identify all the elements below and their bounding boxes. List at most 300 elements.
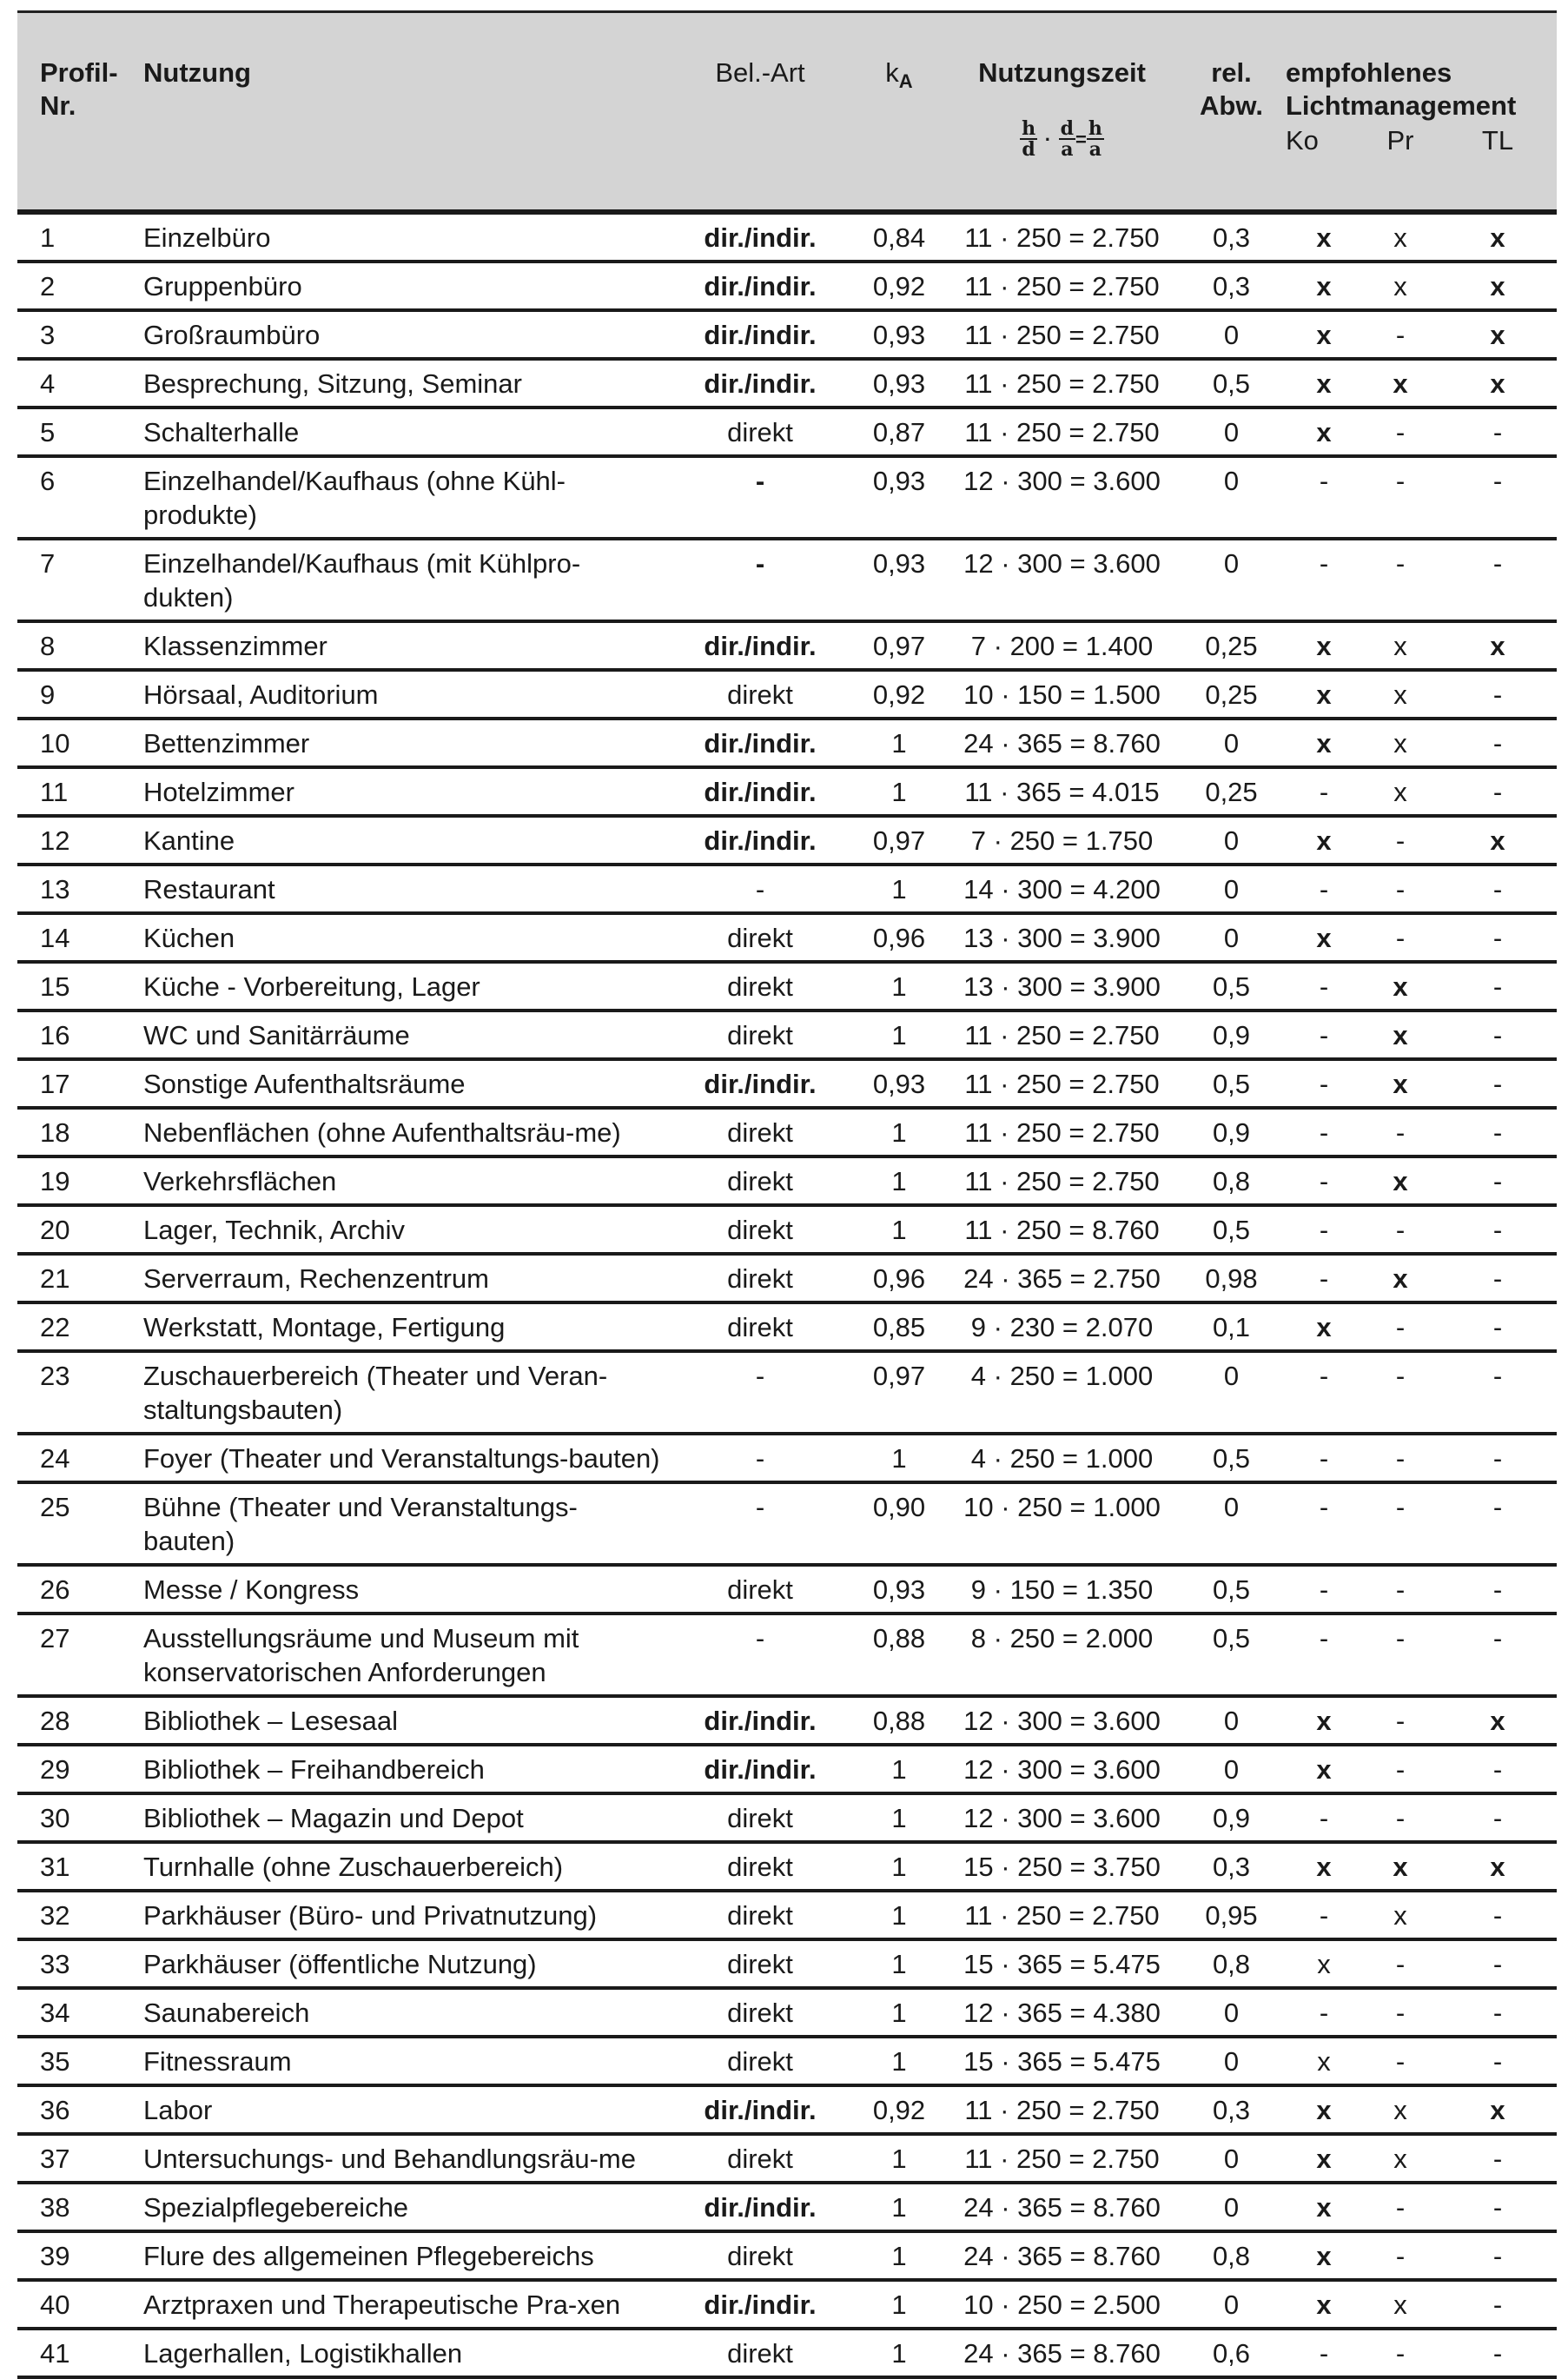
nutzung-cell: Einzelbüro bbox=[143, 212, 669, 262]
nutzungszeit-cell: 14 · 300 = 4.200 bbox=[947, 865, 1177, 913]
pr-cell: - bbox=[1362, 2183, 1439, 2231]
ko-cell: - bbox=[1286, 1482, 1362, 1565]
nutzung-cell: WC und Sanitärräume bbox=[143, 1011, 669, 1059]
nutzung-cell: Arztpraxen und Therapeutische Pra-xen bbox=[143, 2280, 669, 2329]
profil-nr-cell: 14 bbox=[17, 913, 143, 962]
ka-cell: 0,93 bbox=[851, 1565, 947, 1614]
bel-art-cell: dir./indir. bbox=[669, 212, 851, 262]
ka-cell: 1 bbox=[851, 1205, 947, 1254]
table-row bbox=[17, 1988, 1557, 2037]
rel-abw-cell: 0,3 bbox=[1177, 262, 1286, 310]
formula-h-over-a bbox=[1087, 119, 1104, 159]
rel-abw-cell: 0,5 bbox=[1177, 1565, 1286, 1614]
nutzungszeit-cell: 9 · 150 = 1.350 bbox=[947, 1565, 1177, 1614]
nutzungszeit-cell: 11 · 250 = 2.750 bbox=[947, 1891, 1177, 1939]
nutzung-cell: Schalterhalle bbox=[143, 408, 669, 456]
table-row bbox=[17, 962, 1557, 1011]
pr-cell: x bbox=[1362, 719, 1439, 767]
table-row bbox=[17, 2037, 1557, 2085]
table-row bbox=[17, 1793, 1557, 1842]
bel-art-cell: dir./indir. bbox=[669, 1059, 851, 1108]
header-licht-line2: Lichtmanagement bbox=[1286, 90, 1517, 121]
header-pr: Pr bbox=[1386, 125, 1414, 156]
ka-cell: 0,85 bbox=[851, 1302, 947, 1351]
profil-nr-cell: 7 bbox=[17, 539, 143, 621]
bel-art-cell: direkt bbox=[669, 1939, 851, 1988]
profil-nr-cell: 4 bbox=[17, 359, 143, 408]
tl-cell: x bbox=[1439, 359, 1557, 408]
bel-art-cell: direkt bbox=[669, 1302, 851, 1351]
ka-cell: 0,87 bbox=[851, 408, 947, 456]
bel-art-cell: direkt bbox=[669, 2134, 851, 2183]
ko-cell: - bbox=[1286, 865, 1362, 913]
table-row bbox=[17, 1059, 1557, 1108]
nutzungszeit-cell: 11 · 250 = 8.760 bbox=[947, 1205, 1177, 1254]
nutzungszeit-cell: 12 · 300 = 3.600 bbox=[947, 1696, 1177, 1745]
header-ko: Ko bbox=[1286, 125, 1319, 156]
tl-cell: - bbox=[1439, 2183, 1557, 2231]
table-row bbox=[17, 865, 1557, 913]
tl-cell: - bbox=[1439, 670, 1557, 719]
nutzungszeit-cell: 4 · 250 = 1.000 bbox=[947, 1351, 1177, 1434]
nutzungszeit-cell: 13 · 300 = 3.900 bbox=[947, 962, 1177, 1011]
ko-cell: x bbox=[1286, 913, 1362, 962]
header-rel-line2: Abw. bbox=[1200, 90, 1263, 121]
tl-cell: - bbox=[1439, 1011, 1557, 1059]
pr-cell: x bbox=[1362, 1156, 1439, 1205]
ko-cell: - bbox=[1286, 1614, 1362, 1696]
ka-cell: 0,97 bbox=[851, 816, 947, 865]
header-nutzung bbox=[143, 13, 669, 212]
tl-cell: x bbox=[1439, 621, 1557, 670]
nutzung-cell: Foyer (Theater und Veranstaltungs-bauten) bbox=[143, 1434, 669, 1482]
nutzungszeit-cell: 15 · 250 = 3.750 bbox=[947, 1842, 1177, 1891]
tl-cell: - bbox=[1439, 456, 1557, 539]
pr-cell: - bbox=[1362, 1745, 1439, 1793]
tl-cell: - bbox=[1439, 719, 1557, 767]
usage-profile-table bbox=[17, 13, 1557, 2379]
ka-cell: 0,93 bbox=[851, 359, 947, 408]
ka-cell: 1 bbox=[851, 1939, 947, 1988]
ka-cell: 0,88 bbox=[851, 1696, 947, 1745]
bel-art-cell: dir./indir. bbox=[669, 719, 851, 767]
pr-cell: - bbox=[1362, 865, 1439, 913]
table-row bbox=[17, 1302, 1557, 1351]
nutzung-cell: Messe / Kongress bbox=[143, 1565, 669, 1614]
nutzung-cell: Klassenzimmer bbox=[143, 621, 669, 670]
tl-cell: - bbox=[1439, 1254, 1557, 1302]
ko-cell: x bbox=[1286, 1842, 1362, 1891]
rel-abw-cell: 0,8 bbox=[1177, 2231, 1286, 2280]
ko-cell: - bbox=[1286, 1156, 1362, 1205]
pr-cell: x bbox=[1362, 1254, 1439, 1302]
ko-cell: x bbox=[1286, 408, 1362, 456]
bel-art-cell: direkt bbox=[669, 1565, 851, 1614]
ka-cell: 1 bbox=[851, 1745, 947, 1793]
ko-cell: x bbox=[1286, 621, 1362, 670]
bel-art-cell: direkt bbox=[669, 2231, 851, 2280]
nutzung-cell: Küchen bbox=[143, 913, 669, 962]
nutzung-cell: Bühne (Theater und Veranstaltungs-bauten) bbox=[143, 1482, 669, 1565]
header-ka-sub: A bbox=[898, 70, 913, 93]
table-row bbox=[17, 1939, 1557, 1988]
tl-cell: - bbox=[1439, 2280, 1557, 2329]
profil-nr-cell: 3 bbox=[17, 310, 143, 359]
rel-abw-cell: 0,25 bbox=[1177, 621, 1286, 670]
ka-cell: 1 bbox=[851, 1842, 947, 1891]
profil-nr-cell: 38 bbox=[17, 2183, 143, 2231]
ko-cell: - bbox=[1286, 1988, 1362, 2037]
ka-cell: 1 bbox=[851, 719, 947, 767]
ka-cell: 1 bbox=[851, 1793, 947, 1842]
profil-nr-cell: 32 bbox=[17, 1891, 143, 1939]
nutzung-cell: Bibliothek – Freihandbereich bbox=[143, 1745, 669, 1793]
table-row bbox=[17, 1254, 1557, 1302]
rel-abw-cell: 0 bbox=[1177, 2280, 1286, 2329]
formula-dot: · bbox=[1044, 129, 1052, 151]
nutzungszeit-cell: 11 · 250 = 2.750 bbox=[947, 262, 1177, 310]
ka-cell: 1 bbox=[851, 1891, 947, 1939]
nutzungszeit-cell: 24 · 365 = 2.750 bbox=[947, 1254, 1177, 1302]
ko-cell: x bbox=[1286, 2280, 1362, 2329]
rel-abw-cell: 0,5 bbox=[1177, 359, 1286, 408]
profil-nr-cell: 16 bbox=[17, 1011, 143, 1059]
table-body bbox=[17, 212, 1557, 2377]
tl-cell: - bbox=[1439, 1059, 1557, 1108]
table-row bbox=[17, 310, 1557, 359]
tl-cell: x bbox=[1439, 310, 1557, 359]
rel-abw-cell: 0 bbox=[1177, 913, 1286, 962]
formula-d2: d bbox=[1060, 117, 1075, 140]
header-licht-subcols bbox=[1286, 124, 1557, 157]
ko-cell: - bbox=[1286, 1891, 1362, 1939]
table-row bbox=[17, 1482, 1557, 1565]
nutzung-cell: Parkhäuser (Büro- und Privatnutzung) bbox=[143, 1891, 669, 1939]
rel-abw-cell: 0 bbox=[1177, 719, 1286, 767]
nutzung-cell: Untersuchungs- und Behandlungsräu-me bbox=[143, 2134, 669, 2183]
tl-cell: - bbox=[1439, 1434, 1557, 1482]
profil-nr-cell: 13 bbox=[17, 865, 143, 913]
nutzung-cell: Küche - Vorbereitung, Lager bbox=[143, 962, 669, 1011]
rel-abw-cell: 0,98 bbox=[1177, 1254, 1286, 1302]
nutzung-cell: Hörsaal, Auditorium bbox=[143, 670, 669, 719]
ka-cell: 1 bbox=[851, 1988, 947, 2037]
profil-nr-cell: 19 bbox=[17, 1156, 143, 1205]
ko-cell: x bbox=[1286, 2134, 1362, 2183]
pr-cell: - bbox=[1362, 1351, 1439, 1434]
ka-cell: 1 bbox=[851, 962, 947, 1011]
profil-nr-cell: 29 bbox=[17, 1745, 143, 1793]
ko-cell: - bbox=[1286, 1059, 1362, 1108]
pr-cell: - bbox=[1362, 1793, 1439, 1842]
ka-cell: 1 bbox=[851, 2329, 947, 2377]
table-row bbox=[17, 1011, 1557, 1059]
tl-cell: - bbox=[1439, 1108, 1557, 1156]
table-row bbox=[17, 1351, 1557, 1434]
table-row bbox=[17, 2231, 1557, 2280]
bel-art-cell: - bbox=[669, 1351, 851, 1434]
rel-abw-cell: 0 bbox=[1177, 1482, 1286, 1565]
nutzungszeit-cell: 11 · 250 = 2.750 bbox=[947, 1059, 1177, 1108]
rel-abw-cell: 0 bbox=[1177, 310, 1286, 359]
pr-cell: x bbox=[1362, 1842, 1439, 1891]
rel-abw-cell: 0 bbox=[1177, 865, 1286, 913]
bel-art-cell: direkt bbox=[669, 2329, 851, 2377]
bel-art-cell: direkt bbox=[669, 1156, 851, 1205]
pr-cell: - bbox=[1362, 539, 1439, 621]
header-bel-art bbox=[669, 13, 851, 212]
nutzungszeit-cell: 11 · 250 = 2.750 bbox=[947, 1108, 1177, 1156]
nutzung-cell: Großraumbüro bbox=[143, 310, 669, 359]
header-nutzungszeit-label: Nutzungszeit bbox=[978, 57, 1146, 88]
nutzungszeit-cell: 9 · 230 = 2.070 bbox=[947, 1302, 1177, 1351]
nutzung-cell: Bibliothek – Magazin und Depot bbox=[143, 1793, 669, 1842]
bel-art-cell: - bbox=[669, 1482, 851, 1565]
ka-cell: 0,97 bbox=[851, 1351, 947, 1434]
tl-cell: - bbox=[1439, 2231, 1557, 2280]
ko-cell: - bbox=[1286, 962, 1362, 1011]
profil-nr-cell: 20 bbox=[17, 1205, 143, 1254]
nutzung-cell: Verkehrsflächen bbox=[143, 1156, 669, 1205]
pr-cell: - bbox=[1362, 2329, 1439, 2377]
profil-nr-cell: 2 bbox=[17, 262, 143, 310]
ko-cell: x bbox=[1286, 359, 1362, 408]
bel-art-cell: dir./indir. bbox=[669, 1745, 851, 1793]
pr-cell: x bbox=[1362, 767, 1439, 816]
nutzungszeit-cell: 15 · 365 = 5.475 bbox=[947, 1939, 1177, 1988]
table-row bbox=[17, 913, 1557, 962]
profil-nr-cell: 1 bbox=[17, 212, 143, 262]
rel-abw-cell: 0 bbox=[1177, 1745, 1286, 1793]
pr-cell: - bbox=[1362, 913, 1439, 962]
table-row bbox=[17, 670, 1557, 719]
nutzungszeit-cell: 10 · 150 = 1.500 bbox=[947, 670, 1177, 719]
rel-abw-cell: 0,5 bbox=[1177, 1434, 1286, 1482]
tl-cell: - bbox=[1439, 2037, 1557, 2085]
nutzung-cell: Labor bbox=[143, 2085, 669, 2134]
bel-art-cell: - bbox=[669, 539, 851, 621]
rel-abw-cell: 0,6 bbox=[1177, 2329, 1286, 2377]
bel-art-cell: - bbox=[669, 865, 851, 913]
ko-cell: - bbox=[1286, 456, 1362, 539]
header-bel-art-label: Bel.-Art bbox=[715, 57, 805, 88]
nutzungszeit-cell: 12 · 365 = 4.380 bbox=[947, 1988, 1177, 2037]
pr-cell: x bbox=[1362, 262, 1439, 310]
nutzungszeit-cell: 11 · 250 = 2.750 bbox=[947, 1156, 1177, 1205]
pr-cell: - bbox=[1362, 1614, 1439, 1696]
bel-art-cell: - bbox=[669, 1434, 851, 1482]
ko-cell: x bbox=[1286, 816, 1362, 865]
nutzungszeit-cell: 12 · 300 = 3.600 bbox=[947, 1745, 1177, 1793]
rel-abw-cell: 0 bbox=[1177, 816, 1286, 865]
bel-art-cell: dir./indir. bbox=[669, 1696, 851, 1745]
pr-cell: - bbox=[1362, 408, 1439, 456]
ko-cell: x bbox=[1286, 212, 1362, 262]
table-header bbox=[17, 13, 1557, 212]
nutzung-cell: Ausstellungsräume und Museum mit konservatorischen Anforderungen bbox=[143, 1614, 669, 1696]
ka-cell: 1 bbox=[851, 767, 947, 816]
pr-cell: x bbox=[1362, 2134, 1439, 2183]
profil-nr-cell: 31 bbox=[17, 1842, 143, 1891]
table-row bbox=[17, 2280, 1557, 2329]
pr-cell: - bbox=[1362, 1434, 1439, 1482]
nutzung-cell: Kantine bbox=[143, 816, 669, 865]
tl-cell: x bbox=[1439, 816, 1557, 865]
rel-abw-cell: 0,95 bbox=[1177, 1891, 1286, 1939]
tl-cell: x bbox=[1439, 1842, 1557, 1891]
rel-abw-cell: 0,3 bbox=[1177, 1842, 1286, 1891]
ko-cell: x bbox=[1286, 2037, 1362, 2085]
pr-cell: x bbox=[1362, 1891, 1439, 1939]
table-row bbox=[17, 767, 1557, 816]
nutzung-cell: Bibliothek – Lesesaal bbox=[143, 1696, 669, 1745]
pr-cell: - bbox=[1362, 1205, 1439, 1254]
nutzung-cell: Gruppenbüro bbox=[143, 262, 669, 310]
bel-art-cell: - bbox=[669, 456, 851, 539]
table-row bbox=[17, 1156, 1557, 1205]
tl-cell: x bbox=[1439, 212, 1557, 262]
ko-cell: - bbox=[1286, 1434, 1362, 1482]
rel-abw-cell: 0 bbox=[1177, 456, 1286, 539]
bel-art-cell: dir./indir. bbox=[669, 2183, 851, 2231]
rel-abw-cell: 0,5 bbox=[1177, 962, 1286, 1011]
table-row bbox=[17, 816, 1557, 865]
bel-art-cell: dir./indir. bbox=[669, 2280, 851, 2329]
pr-cell: x bbox=[1362, 962, 1439, 1011]
profil-nr-cell: 39 bbox=[17, 2231, 143, 2280]
ka-cell: 0,97 bbox=[851, 621, 947, 670]
profil-nr-cell: 9 bbox=[17, 670, 143, 719]
ko-cell: - bbox=[1286, 1793, 1362, 1842]
header-ka-main: k bbox=[885, 57, 899, 88]
ko-cell: - bbox=[1286, 1011, 1362, 1059]
bel-art-cell: dir./indir. bbox=[669, 816, 851, 865]
ka-cell: 1 bbox=[851, 865, 947, 913]
table-row bbox=[17, 2085, 1557, 2134]
tl-cell: - bbox=[1439, 1745, 1557, 1793]
rel-abw-cell: 0 bbox=[1177, 408, 1286, 456]
pr-cell: - bbox=[1362, 2231, 1439, 2280]
pr-cell: - bbox=[1362, 1696, 1439, 1745]
nutzung-cell: Zuschauerbereich (Theater und Veran-staltungsbauten) bbox=[143, 1351, 669, 1434]
ka-cell: 1 bbox=[851, 1434, 947, 1482]
table-row bbox=[17, 456, 1557, 539]
table-row bbox=[17, 1696, 1557, 1745]
pr-cell: - bbox=[1362, 2037, 1439, 2085]
table-row bbox=[17, 719, 1557, 767]
pr-cell: - bbox=[1362, 456, 1439, 539]
nutzungszeit-cell: 11 · 250 = 2.750 bbox=[947, 310, 1177, 359]
nutzung-cell: Besprechung, Sitzung, Seminar bbox=[143, 359, 669, 408]
header-lichtmanagement bbox=[1286, 13, 1557, 212]
tl-cell: x bbox=[1439, 1696, 1557, 1745]
tl-cell: - bbox=[1439, 1482, 1557, 1565]
tl-cell: - bbox=[1439, 1565, 1557, 1614]
nutzungszeit-cell: 4 · 250 = 1.000 bbox=[947, 1434, 1177, 1482]
rel-abw-cell: 0 bbox=[1177, 2037, 1286, 2085]
rel-abw-cell: 0,5 bbox=[1177, 1205, 1286, 1254]
nutzung-cell: Serverraum, Rechenzentrum bbox=[143, 1254, 669, 1302]
ka-cell: 0,92 bbox=[851, 670, 947, 719]
nutzungszeit-cell: 10 · 250 = 2.500 bbox=[947, 2280, 1177, 2329]
header-profil-nr bbox=[17, 13, 143, 212]
ka-cell: 1 bbox=[851, 2134, 947, 2183]
header-formula bbox=[947, 119, 1177, 159]
pr-cell: - bbox=[1362, 816, 1439, 865]
nutzungszeit-cell: 11 · 250 = 2.750 bbox=[947, 408, 1177, 456]
tl-cell: - bbox=[1439, 1793, 1557, 1842]
header-tl: TL bbox=[1481, 125, 1514, 156]
profil-nr-cell: 33 bbox=[17, 1939, 143, 1988]
tl-cell: - bbox=[1439, 408, 1557, 456]
header-profil-line2: Nr. bbox=[40, 90, 76, 121]
header-nutzungszeit bbox=[947, 13, 1177, 212]
table-row bbox=[17, 1842, 1557, 1891]
rel-abw-cell: 0,1 bbox=[1177, 1302, 1286, 1351]
profil-nr-cell: 10 bbox=[17, 719, 143, 767]
profil-nr-cell: 8 bbox=[17, 621, 143, 670]
table-row bbox=[17, 359, 1557, 408]
ko-cell: x bbox=[1286, 1696, 1362, 1745]
nutzungszeit-cell: 11 · 365 = 4.015 bbox=[947, 767, 1177, 816]
profil-nr-cell: 35 bbox=[17, 2037, 143, 2085]
table-container bbox=[17, 10, 1557, 2379]
ko-cell: x bbox=[1286, 1939, 1362, 1988]
nutzung-cell: Spezialpflegebereiche bbox=[143, 2183, 669, 2231]
bel-art-cell: - bbox=[669, 1614, 851, 1696]
rel-abw-cell: 0,5 bbox=[1177, 1614, 1286, 1696]
profil-nr-cell: 27 bbox=[17, 1614, 143, 1696]
nutzung-cell: Fitnessraum bbox=[143, 2037, 669, 2085]
bel-art-cell: dir./indir. bbox=[669, 262, 851, 310]
ka-cell: 0,96 bbox=[851, 913, 947, 962]
nutzung-cell: Werkstatt, Montage, Fertigung bbox=[143, 1302, 669, 1351]
ka-cell: 1 bbox=[851, 2037, 947, 2085]
formula-a2: a bbox=[1088, 138, 1102, 161]
ko-cell: x bbox=[1286, 2231, 1362, 2280]
tl-cell: - bbox=[1439, 913, 1557, 962]
ka-cell: 1 bbox=[851, 1011, 947, 1059]
ko-cell: - bbox=[1286, 539, 1362, 621]
profil-nr-cell: 11 bbox=[17, 767, 143, 816]
table-row bbox=[17, 621, 1557, 670]
profil-nr-cell: 12 bbox=[17, 816, 143, 865]
nutzungszeit-cell: 12 · 300 = 3.600 bbox=[947, 456, 1177, 539]
nutzung-cell: Einzelhandel/Kaufhaus (ohne Kühl-produkte) bbox=[143, 456, 669, 539]
ka-cell: 1 bbox=[851, 2280, 947, 2329]
nutzungszeit-cell: 11 · 250 = 2.750 bbox=[947, 2134, 1177, 2183]
table-row bbox=[17, 1434, 1557, 1482]
table-row bbox=[17, 1205, 1557, 1254]
header-rel-line1: rel. bbox=[1211, 57, 1252, 88]
ko-cell: x bbox=[1286, 719, 1362, 767]
nutzungszeit-cell: 12 · 300 = 3.600 bbox=[947, 539, 1177, 621]
rel-abw-cell: 0 bbox=[1177, 1696, 1286, 1745]
table-row bbox=[17, 1745, 1557, 1793]
formula-h-over-d bbox=[1020, 119, 1037, 159]
bel-art-cell: dir./indir. bbox=[669, 359, 851, 408]
ko-cell: x bbox=[1286, 670, 1362, 719]
pr-cell: x bbox=[1362, 1059, 1439, 1108]
nutzungszeit-cell: 15 · 365 = 5.475 bbox=[947, 2037, 1177, 2085]
nutzungszeit-cell: 11 · 250 = 2.750 bbox=[947, 2085, 1177, 2134]
ko-cell: x bbox=[1286, 310, 1362, 359]
table-row bbox=[17, 2134, 1557, 2183]
formula-d-over-a bbox=[1059, 119, 1075, 159]
profil-nr-cell: 5 bbox=[17, 408, 143, 456]
header-licht-line1: empfohlenes bbox=[1286, 57, 1452, 88]
profil-nr-cell: 41 bbox=[17, 2329, 143, 2377]
